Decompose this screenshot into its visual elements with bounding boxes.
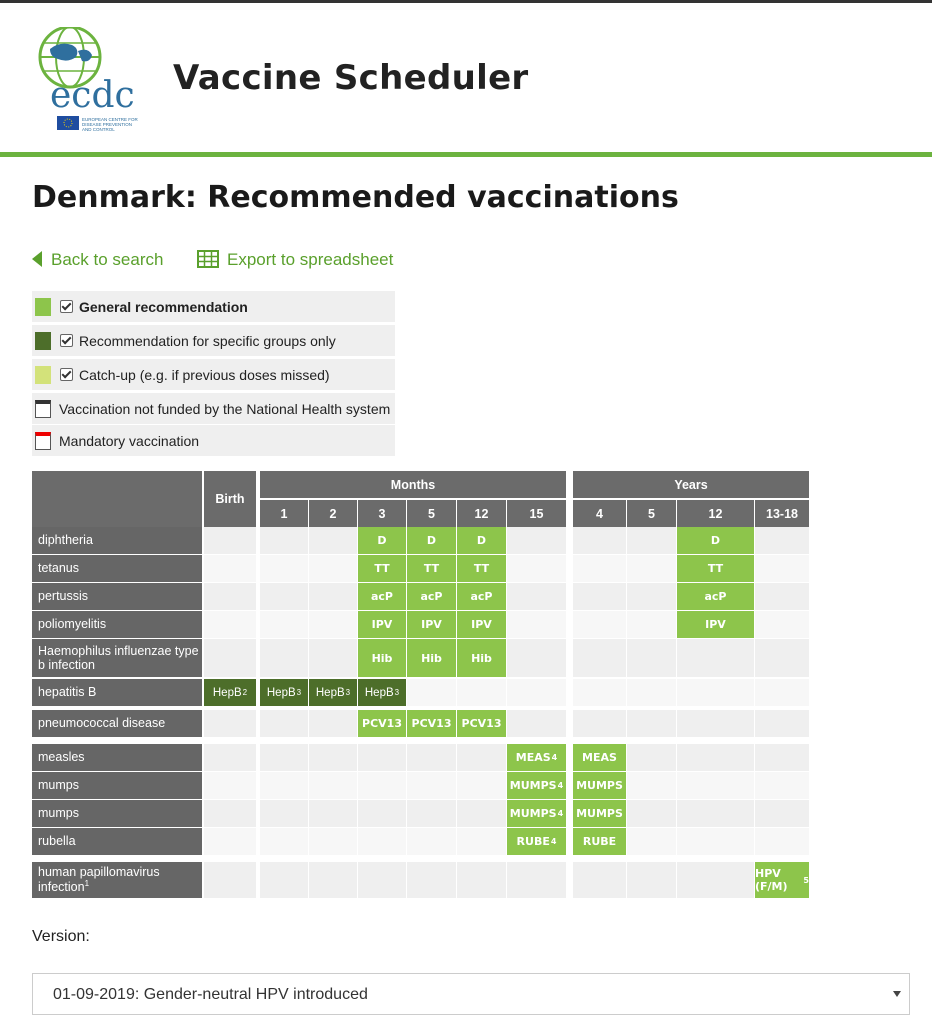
empty-cell	[260, 583, 308, 610]
empty-cell	[260, 527, 308, 554]
legend-label: Vaccination not funded by the National Health system	[59, 401, 391, 417]
empty-cell	[627, 800, 676, 827]
empty-cell	[204, 639, 256, 677]
row-label: measles	[32, 744, 202, 771]
row-label: hepatitis B	[32, 679, 202, 706]
empty-cell	[755, 611, 809, 638]
empty-cell	[627, 679, 676, 706]
empty-cell	[260, 862, 308, 898]
header-year-5: 5	[627, 500, 676, 527]
vaccine-cell[interactable]: MUMPS 4	[507, 800, 566, 827]
empty-cell	[204, 772, 256, 799]
empty-cell	[677, 862, 754, 898]
empty-cell	[204, 611, 256, 638]
not-funded-icon	[35, 400, 51, 418]
vaccine-cell[interactable]: acP	[407, 583, 456, 610]
empty-cell	[309, 744, 357, 771]
empty-cell	[407, 800, 456, 827]
empty-cell	[573, 710, 626, 737]
empty-cell	[755, 555, 809, 582]
empty-cell	[507, 639, 566, 677]
empty-cell	[627, 862, 676, 898]
vaccine-cell[interactable]: Hib	[457, 639, 506, 677]
vaccine-cell[interactable]: MUMPS	[573, 772, 626, 799]
legend-item-general[interactable]	[32, 291, 395, 322]
empty-cell	[627, 772, 676, 799]
empty-cell	[309, 639, 357, 677]
empty-cell	[309, 611, 357, 638]
empty-cell	[755, 800, 809, 827]
row-label: tetanus	[32, 555, 202, 582]
specific-groups-swatch	[35, 332, 51, 350]
empty-cell	[260, 639, 308, 677]
header-year-13-18: 13-18	[755, 500, 809, 527]
page-title: Denmark: Recommended vaccinations	[32, 180, 679, 215]
empty-cell	[309, 583, 357, 610]
empty-cell	[457, 862, 506, 898]
vaccine-cell[interactable]: RUBE	[573, 828, 626, 855]
logo-wordmark: ecdc	[50, 75, 135, 116]
specific-groups-checkbox[interactable]	[60, 334, 73, 347]
empty-cell	[407, 679, 456, 706]
vaccine-cell[interactable]: RUBE 4	[507, 828, 566, 855]
empty-cell	[407, 828, 456, 855]
empty-cell	[573, 862, 626, 898]
legend-label: Mandatory vaccination	[59, 433, 200, 449]
empty-cell	[358, 828, 406, 855]
header-birth: Birth	[204, 471, 256, 527]
empty-cell	[573, 639, 626, 677]
export-label: Export to spreadsheet	[227, 250, 394, 269]
legend-item-not-funded	[32, 393, 395, 424]
empty-cell	[755, 639, 809, 677]
chevron-down-icon	[893, 991, 901, 997]
empty-cell	[358, 744, 406, 771]
empty-cell	[309, 527, 357, 554]
empty-cell	[507, 611, 566, 638]
empty-cell	[677, 772, 754, 799]
svg-text:DISEASE PREVENTION: DISEASE PREVENTION	[82, 122, 133, 127]
vaccine-cell[interactable]: MEAS 4	[507, 744, 566, 771]
vaccine-cell[interactable]: D	[677, 527, 754, 554]
empty-cell	[309, 710, 357, 737]
header-year-4: 4	[573, 500, 626, 527]
empty-cell	[627, 710, 676, 737]
empty-cell	[309, 828, 357, 855]
header-year-12: 12	[677, 500, 754, 527]
empty-cell	[407, 772, 456, 799]
vaccine-cell[interactable]: Hib	[407, 639, 456, 677]
legend-label: General recommendation	[79, 299, 248, 315]
catch-up-swatch	[35, 366, 51, 384]
empty-cell	[260, 555, 308, 582]
empty-cell	[627, 828, 676, 855]
vaccine-cell[interactable]: D	[358, 527, 406, 554]
empty-cell	[358, 862, 406, 898]
empty-cell	[755, 772, 809, 799]
legend-item-specific-groups[interactable]	[32, 325, 395, 356]
vaccine-cell[interactable]: IPV	[677, 611, 754, 638]
vaccine-cell[interactable]: TT	[677, 555, 754, 582]
empty-cell	[627, 583, 676, 610]
empty-cell	[309, 772, 357, 799]
empty-cell	[573, 527, 626, 554]
empty-cell	[260, 828, 308, 855]
ecdc-logo[interactable]	[32, 27, 157, 139]
empty-cell	[407, 744, 456, 771]
vaccine-cell[interactable]: MUMPS 4	[507, 772, 566, 799]
legend-item-catch-up[interactable]	[32, 359, 395, 390]
empty-cell	[755, 527, 809, 554]
empty-cell	[627, 611, 676, 638]
empty-cell	[507, 710, 566, 737]
empty-cell	[627, 527, 676, 554]
vaccine-cell[interactable]: TT	[358, 555, 406, 582]
empty-cell	[677, 639, 754, 677]
empty-cell	[260, 772, 308, 799]
empty-cell	[755, 828, 809, 855]
empty-cell	[204, 527, 256, 554]
empty-cell	[204, 555, 256, 582]
empty-cell	[260, 611, 308, 638]
empty-cell	[507, 679, 566, 706]
empty-cell	[573, 555, 626, 582]
empty-cell	[573, 611, 626, 638]
vaccine-cell[interactable]: HepB 3	[358, 679, 406, 706]
legend-label: Recommendation for specific groups only	[79, 333, 336, 349]
empty-cell	[755, 679, 809, 706]
empty-cell	[677, 710, 754, 737]
empty-cell	[627, 555, 676, 582]
header-month-5: 5	[407, 500, 456, 527]
empty-cell	[573, 583, 626, 610]
empty-cell	[309, 800, 357, 827]
vaccine-cell[interactable]: acP	[677, 583, 754, 610]
header-months: Months	[260, 471, 566, 498]
empty-cell	[358, 772, 406, 799]
vaccine-cell[interactable]: TT	[407, 555, 456, 582]
empty-cell	[457, 828, 506, 855]
header-month-1: 1	[260, 500, 308, 527]
empty-cell	[627, 639, 676, 677]
vaccine-cell[interactable]: D	[457, 527, 506, 554]
table-header-corner	[32, 471, 202, 527]
back-to-search-label: Back to search	[51, 250, 164, 269]
app-title: Vaccine Scheduler	[173, 58, 529, 98]
empty-cell	[204, 862, 256, 898]
empty-cell	[204, 583, 256, 610]
row-label: mumps	[32, 772, 202, 799]
row-label: mumps	[32, 800, 202, 827]
vaccine-cell[interactable]: IPV	[457, 611, 506, 638]
vaccine-cell[interactable]: MEAS	[573, 744, 626, 771]
empty-cell	[755, 583, 809, 610]
empty-cell	[627, 744, 676, 771]
empty-cell	[507, 555, 566, 582]
legend-label: Catch-up (e.g. if previous doses missed)	[79, 367, 330, 383]
svg-text:AND CONTROL: AND CONTROL	[82, 127, 115, 132]
empty-cell	[309, 555, 357, 582]
empty-cell	[457, 772, 506, 799]
back-to-search-link[interactable]	[32, 250, 163, 270]
svg-text:EUROPEAN CENTRE FOR: EUROPEAN CENTRE FOR	[82, 117, 138, 122]
vaccine-cell[interactable]: HPV (F/M) 5	[755, 862, 809, 898]
empty-cell	[407, 862, 456, 898]
row-label: rubella	[32, 828, 202, 855]
vaccine-cell[interactable]: HepB 2	[204, 679, 256, 706]
vaccine-cell[interactable]: PCV13	[407, 710, 456, 737]
row-label: human papillomavirus infection$^1$	[32, 862, 202, 898]
empty-cell	[573, 679, 626, 706]
vaccine-cell[interactable]: PCV13	[457, 710, 506, 737]
general-checkbox[interactable]	[60, 300, 73, 313]
legend-item-mandatory	[32, 425, 395, 456]
vaccine-cell[interactable]: IPV	[358, 611, 406, 638]
version-select[interactable]	[32, 973, 910, 1015]
empty-cell	[204, 710, 256, 737]
empty-cell	[260, 710, 308, 737]
empty-cell	[677, 828, 754, 855]
empty-cell	[309, 862, 357, 898]
version-label: Version:	[32, 928, 90, 945]
vaccine-cell[interactable]: acP	[358, 583, 406, 610]
row-label: pneumococcal disease	[32, 710, 202, 737]
empty-cell	[204, 744, 256, 771]
header-divider	[0, 152, 932, 157]
export-to-spreadsheet-link[interactable]	[197, 250, 393, 270]
empty-cell	[677, 679, 754, 706]
row-label: poliomyelitis	[32, 611, 202, 638]
general-swatch	[35, 298, 51, 316]
row-label: pertussis	[32, 583, 202, 610]
site-header	[0, 3, 932, 153]
vaccine-cell[interactable]: acP	[457, 583, 506, 610]
header-years: Years	[573, 471, 809, 498]
empty-cell	[677, 800, 754, 827]
header-month-15: 15	[507, 500, 566, 527]
empty-cell	[755, 710, 809, 737]
empty-cell	[260, 800, 308, 827]
row-label: diphtheria	[32, 527, 202, 554]
header-month-12: 12	[457, 500, 506, 527]
empty-cell	[457, 800, 506, 827]
empty-cell	[358, 800, 406, 827]
mandatory-icon	[35, 432, 51, 450]
header-month-3: 3	[358, 500, 406, 527]
vaccine-cell[interactable]: D	[407, 527, 456, 554]
empty-cell	[204, 800, 256, 827]
vaccine-cell[interactable]: PCV13	[358, 710, 406, 737]
empty-cell	[507, 862, 566, 898]
vaccine-cell[interactable]: IPV	[407, 611, 456, 638]
vaccine-cell[interactable]: Hib	[358, 639, 406, 677]
empty-cell	[507, 527, 566, 554]
vaccine-cell[interactable]: MUMPS	[573, 800, 626, 827]
empty-cell	[677, 744, 754, 771]
vaccine-cell[interactable]: HepB 3	[309, 679, 357, 706]
back-arrow-icon	[32, 251, 42, 267]
empty-cell	[204, 828, 256, 855]
spreadsheet-icon	[197, 250, 219, 268]
header-month-2: 2	[309, 500, 357, 527]
vaccine-cell[interactable]: TT	[457, 555, 506, 582]
empty-cell	[755, 744, 809, 771]
row-label: Haemophilus influenzae type b infection	[32, 639, 202, 677]
vaccine-cell[interactable]: HepB 3	[260, 679, 308, 706]
empty-cell	[507, 583, 566, 610]
empty-cell	[260, 744, 308, 771]
catch-up-checkbox[interactable]	[60, 368, 73, 381]
empty-cell	[457, 744, 506, 771]
version-selected-value: 01-09-2019: Gender-neutral HPV introduced	[53, 986, 368, 1003]
empty-cell	[457, 679, 506, 706]
